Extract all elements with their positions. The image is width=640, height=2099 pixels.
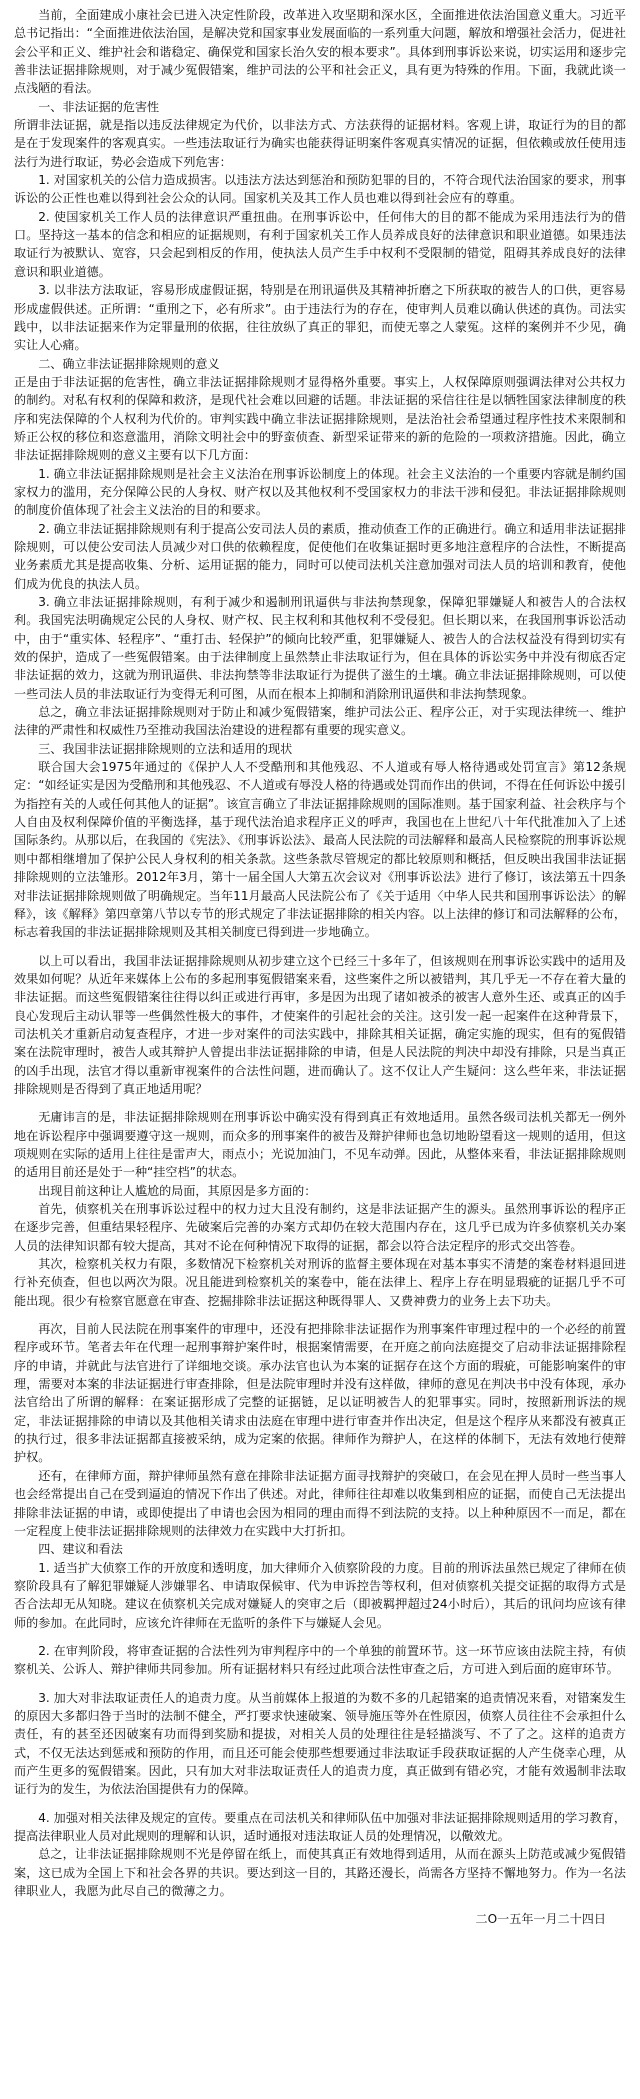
paragraph-spacer — [14, 1799, 626, 1809]
paragraph-spacer — [14, 1900, 626, 1910]
document-date: 二O一五年一月二十四日 — [475, 1912, 606, 1927]
paragraph-reason-fourth: 还有，在律师方面，辩护律师虽然有意在排除非法证据方面寻找辩护的突破口，在会见在押人员时一些当事人也会经常提出自己在受到逼迫的情况下作出了供述。对此，律师往往却难以收集到相应的证据，而使自己无法提出排除非法证据的申请，或即使提出了申请也会因为相同的理由而得不到法院的支持。以上种种原因不一而足，都在一定程度上使非法证据排除规则的法律效力在实践中大打折扣。 — [14, 1468, 626, 1538]
paragraph-conclusion: 总之，让非法证据排除规则不光是停留在纸上，而使其真正有效地得到适用，从而在源头上防范或减少冤假错案，这已成为全国上下和社会各界的共识。要达到这一目的，其路还漫长，尚需各方坚持不懈地努力。作为一名法律职业人，我愿为此尽自己的微薄之力。 — [14, 1847, 626, 1899]
paragraph-spacer — [14, 1310, 626, 1320]
paragraph-spacer — [14, 1679, 626, 1689]
paragraph-spacer — [14, 942, 626, 952]
paragraph-harm-2: 2. 使国家机关工作人员的法律意识严重扭曲。在刑事诉讼中，任何伟大的目的都不能成为采用违法行为的借口。坚持这一基本的信念和相应的证据规则，有利于国家机关工作人员养成良好的法律意识和职业道德。如果违法取证行为被默认、宽容，只会起到相反的作用，使执法人员产生手中权利不受限制的错觉，阻碍其养成良好的法律意识和职业道德。 — [14, 209, 626, 279]
paragraph-reasons-intro: 出现目前这种让人尴尬的局面，其原因是多方面的： — [38, 1183, 317, 1198]
paragraph-significance-3: 3. 确立非法证据排除规则，有利于减少和遏制刑讯逼供与非法拘禁现象，保障犯罪嫌疑人和被告人的合法权利。我国宪法明确规定公民的人身权、财产权、民主权利和其他权利不受侵犯。但长期以来，在我国刑事诉讼活动中，由于“重实体、轻程序”、“重打击、轻保护”的倾向比较严重，犯罪嫌疑人、被告人的合法权益没有得到切实有效的保护，造成了一些冤假错案。由于法律制度上虽然禁止非法取证行为，但在具体的诉讼实务中并没有彻底否定非法证据的效力，这就为刑讯逼供、非法拘禁等非法取证行为提供了滋生的土壤。确立非法证据排除规则，可以使一些司法人员的非法取证行为变得无利可图，从而在根本上抑制和消除刑讯逼供和非法拘禁现象。 — [14, 595, 626, 701]
section-heading-1: 一、非法证据的危害性 — [38, 99, 160, 114]
paragraph-ineffective: 无庸讳言的是，非法证据排除规则在刑事诉讼中确实没有得到真正有效地适用。虽然各级司法机关都无一例外地在诉讼程序中强调要遵守这一规则，而众多的刑事案件的被告及辩护律师也急切地盼望看这一规则的适用，但这项规则在实际的适用上往往是雷声大，雨点小；光说加油门，不见车动弹。因此，从整体来看，非法证据排除规则的适用目前还是处于一种“挂空档”的状态。 — [14, 1110, 626, 1180]
paragraph-suggestion-2: 2. 在审判阶段，将审查证据的合法性列为审判程序中的一个单独的前置环节。这一环节应该由法院主持，有侦察机关、公诉人、辩护律师共同参加。所有证据材料只有经过此项合法性审查之后，方可进入到后面的庭审环节。 — [14, 1643, 626, 1677]
paragraph-suggestion-1: 1. 适当扩大侦察工作的开放度和透明度，加大律师介入侦察阶段的力度。目前的刑诉法虽然已规定了律师在侦察阶段具有了解犯罪嫌疑人涉嫌罪名、申请取保候审、代为申诉控告等权利，但对侦察机关提交证据的取得方式是否合法却无从知晓。建议在侦察机关完成对嫌疑人的突审之后（即被羁押超过24小时后），其后的讯问均应该有律师的参加。在此同时，应该允许律师在无监听的条件下与嫌疑人会见。 — [14, 1560, 626, 1630]
paragraph-definition: 所谓非法证据，就是指以违反法律规定为代价，以非法方式、方法获得的证据材料。客观上讲，取证行为的目的都是在于发现案件的客观真实。一些违法取证行为确实也能获得证明案件客观真实情况的证据，但依赖或放任使用违法行为进行取证，势必会造成下列危害： — [14, 118, 626, 169]
paragraph-harm-1: 1. 对国家机关的公信力造成损害。以违法方法达到惩治和预防犯罪的目的，不符合现代法治国家的要求，刑事诉讼的公正性也难以得到社会公众的认同。国家机关及其工作人员也难以得到社会应有的尊重。 — [14, 173, 626, 206]
paragraph-suggestion-4: 4. 加强对相关法律及规定的宣传。要重点在司法机关和律师队伍中加强对非法证据排除规则适用的学习教育，提高法律职业人员对此规则的理解和认识，适时通报对违法取证人员的处理情况，以儆效尤。 — [14, 1810, 626, 1843]
paragraph-harm-3: 3. 以非法方法取证，容易形成虚假证据，特别是在刑讯逼供及其精神折磨之下所获取的被告人的口供，更容易形成虚假供述。正所谓：“重刑之下，必有所求”。由于违法行为的存在，使审判人员难以确认供述的真伪。司法实践中，以非法证据来作为定罪量刑的依据，往往放纵了真正的罪犯，而使无辜之人蒙冤。这样的案例并不少见，确实让人心痛。 — [14, 283, 626, 353]
section-heading-2: 二、确立非法证据排除规则的意义 — [38, 356, 220, 371]
paragraph-spacer — [14, 1632, 626, 1642]
paragraph-practice: 以上可以看出，我国非法证据排除规则从初步建立这个已经三十多年了，但该规则在刑事诉讼实践中的适用及效果如何呢？从近年来媒体上公布的多起刑事冤假错案来看，这些案件之所以被错判，其几乎无一不存在着大量的非法证据。而这些冤假错案往往得以纠正或进行再审，多是因为出现了诸如被杀的被害人意外生还、或真正的凶手良心发现后主动认罪等一些偶然性极大的事件，才使案件的引起社会的关注。这引发一起一起案件在这种背景下，司法机关才重新启动复查程序，才进一步对案件的司法实践中，排除其相关证据，确定实施的现实，但有的冤假错案在法院审理时，被告人或其辩护人曾提出非法证据排除的申请，但是人民法院的判决中却没有排除，只是当真正的凶手出现，法官才得以重新审视案件的合法性问题，进而确认了。这不仅让人产生疑问：这么些年来，非法证据排除规则是否得到了真正地适用呢？ — [14, 953, 626, 1096]
section-heading-3: 三、我国非法证据排除规则的立法和适用的现状 — [38, 741, 293, 756]
paragraph-suggestion-3: 3. 加大对非法取证责任人的追责力度。从当前媒体上报道的为数不多的几起错案的追责情况来看，对错案发生的原因大多都归咎于当时的法制不健全，严打要求快速破案、领导施压等外在性原因，侦察人员往往不会承担什么责任，有的甚至还因破案有功而得到奖励和提拔，对相关人员的处理往往是轻描淡写、不了了之。这样的追责方式，不仅无法达到惩戒和预防的作用，而且还可能会使那些想要通过非法取证手段获取证据的人产生侥幸心理，从而产生更多的冤假错案。因此，只有加大对非法取证责任人的追责力度，真正做到有错必究，才能有效遏制非法取证行为的发生，为依法治国提供有力的保障。 — [14, 1690, 626, 1797]
paragraph-significance-summary: 总之，确立非法证据排除规则对于防止和减少冤假错案，维护司法公正、程序公正，对于实现法律统一、维护法律的严肃性和权威性乃至推动我国法治建设的进程都有重要的现实意义。 — [14, 705, 626, 738]
paragraph-spacer — [14, 1098, 626, 1108]
paragraph-significance-intro: 正是由于非法证据的危害性，确立非法证据排除规则才显得格外重要。事实上，人权保障原则强调法律对公共权力的制约。对私有权利的保障和救济，是现代社会难以回避的话题。非法证据的采信往往是以牺牲国家法律制度的秩序和宪法保障的个人权利为代价的。审判实践中确立非法证据排除规则，是法治社会希望通过程序性技术来限制和矫正公权的移位和恣意滥用，消除文明社会中的野蛮侦查、新型采证带来的新的危险的一项救济措施。因此，确立非法证据排除规则的意义主要有以下几方面： — [14, 374, 626, 463]
intro-paragraph: 当前，全面建成小康社会已进入决定性阶段，改革进入攻坚期和深水区，全面推进依法治国意义重大。习近平总书记指出：“全面推进依法治国，是解决党和国家事业发展面临的一系列重大问题，解放和增强社会活力，促进社会公平和正义、维护社会和谐稳定、确保党和国家长治久安的根本要求”。具体到刑事诉讼来说，切实运用和逐步完善非法证据排除规则，对于减少冤假错案，维护司法的公平和社会正义，具有更为特殊的作用。下面，我就此谈一点浅陋的看法。 — [14, 8, 626, 96]
paragraph-reason-second: 其次，检察机关权力有限，多数情况下检察机关对刑诉的监督主要体现在对基本事实不清楚的案卷材料退回进行补充侦查，但也以两次为限。况且能进到检察机关的案卷中，能在法律上、程序上存在明显瑕疵的证据几乎不可能出现。很少有检察官愿意在审查、挖掘排除非法证据这种既得罪人、又费神费力的业务上去下功夫。 — [14, 1257, 626, 1308]
paragraph-significance-1: 1. 确立非法证据排除规则是社会主义法治在刑事诉讼制度上的体现。社会主义法治的一个重要内容就是制约国家权力的滥用，充分保障公民的人身权、财产权以及其他权利不受国家权力的非法干涉和侵犯。非法证据排除规则的制度价值体现了社会主义法治的目的和要求。 — [14, 466, 626, 518]
section-heading-4: 四、建议和看法 — [38, 1542, 123, 1557]
paragraph-reason-first: 首先，侦察机关在刑事诉讼过程中的权力过大且没有制约，这是非法证据产生的源头。虽然刑事诉讼的程序正在逐步完善，但重结果轻程序、先破案后完善的办案方式却仍在较大范围内存在，这几乎已成为许多侦察机关办案人员的法律知识都有较大提高，其对不论在何种情况下取得的证据，都会以符合法定程序的形式交出答卷。 — [14, 1202, 626, 1253]
paragraph-significance-2: 2. 确立非法证据排除规则有利于提高公安司法人员的素质，推动侦查工作的正确进行。确立和适用非法证据排除规则，可以使公安司法人员减少对口供的依赖程度，促使他们在收集证据时更多地注意程序的合法性，不断提高业务素质尤其是提高收集、分析、运用证据的能力，同时可以使司法机关注意加强对司法人员的培训和教育，使他们成为优良的执法人员。 — [14, 521, 626, 591]
paragraph-reason-third: 再次，目前人民法院在刑事案件的审理中，还没有把排除非法证据作为刑事案件审理过程中的一个必经的前置程序或环节。笔者去年在代理一起刑事辩护案件时，根据案情需要，在开庭之前向法庭提交了启动非法证据排除程序的申请，并就此与法官进行了详细地交谈。承办法官也认为本案的证据存在这个方面的瑕疵，可能影响案件的审理，需要对本案的非法证据进行审查排除，但是法院审理时并没有这样做，律师的意见在判决书中没有体现，承办法官给出了所谓的解释：在案证据形成了完整的证据链，足以证明被告人的犯罪事实。同时，按照新刑诉法的规定，非法证据排除的申请以及其他相关请求由法庭在审理中进行审查并作出决定，但是这个程序从来都没有被真正的执行过，很多非法证据都直接被采纳，成为定案的依据。律师作为辩护人，在这样的体制下，无法有效地行使辩护权。 — [14, 1322, 626, 1465]
paragraph-legislation: 联合国大会1975年通过的《保护人人不受酷刑和其他残忍、不人道或有辱人格待遇或处罚宣言》第12条规定：“如经证实是因为受酷刑和其他残忍、不人道或有辱没人格的待遇或处罚而作出的供词，不得在任何诉讼中援引为指控有关的人或任何其他人的证据”。该宣言确立了非法证据排除规则的国际准则。基于国家利益、社会秩序与个人自由及权利保障价值的平衡选择，基于现代法治追求程序正义的呼声，我国也在上世纪八十年代批准加入了上述国际条约。从那以后，在我国的《宪法》、《刑事诉讼法》、最高人民法院的司法解释和最高人民检察院的刑事诉讼规则中都相继增加了保护公民人身权利的相关条款。这些条款尽管规定的都比较原则和概括，但反映出我国非法证据排除规则的立法雏形。2012年3月，第十一届全国人大第五次会议对《刑事诉讼法》进行了修订，该法第五十四条对非法证据排除规则做了明确规定。当年11月最高人民法院公布了《关于适用〈中华人民共和国刑事诉讼法〉的解释》，该《解释》第四章第八节以专节的形式规定了非法证据排除的相关内容。以上法律的修订和司法解释的公布，标志着我国的非法证据排除规则及其相关制度已得到进一步地确立。 — [14, 760, 626, 940]
